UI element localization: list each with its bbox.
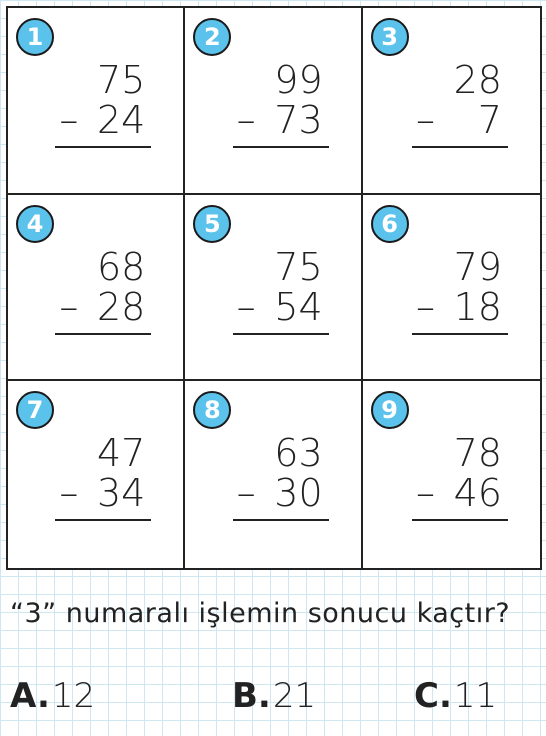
- minus-sign: –: [59, 98, 79, 142]
- number-badge: 9: [371, 391, 409, 429]
- answer-option-a[interactable]: [10, 676, 95, 716]
- number-badge: 2: [193, 18, 231, 56]
- subtrahend: 30: [274, 471, 323, 516]
- number-badge: 8: [193, 391, 231, 429]
- answer-value: 21: [272, 676, 317, 716]
- minus-sign: –: [415, 471, 435, 516]
- minuend: 63: [274, 431, 323, 476]
- problem-cell-1: [8, 8, 185, 195]
- result-line: [412, 146, 508, 148]
- problem-cell-6: [363, 195, 540, 382]
- result-line: [233, 146, 329, 148]
- subtrahend: 46: [453, 471, 502, 516]
- problem-cell-5: [185, 195, 362, 382]
- number-badge: 5: [193, 205, 231, 243]
- number-badge: 3: [371, 18, 409, 56]
- number-badge: 1: [16, 18, 54, 56]
- answer-option-c[interactable]: [414, 676, 497, 716]
- result-line: [55, 333, 151, 335]
- subtrahend: 28: [96, 284, 146, 329]
- subtrahend: 18: [453, 284, 502, 329]
- subtrahend: 7: [477, 98, 502, 142]
- minuend: 78: [453, 431, 502, 476]
- answer-letter: B.: [232, 676, 271, 716]
- problem-cell-7: [8, 381, 185, 568]
- result-line: [233, 519, 329, 521]
- subtrahend: 24: [96, 98, 146, 142]
- answer-value: 11: [453, 676, 498, 716]
- problem-cell-3: [363, 8, 540, 195]
- minus-sign: –: [236, 284, 256, 329]
- minuend: 47: [96, 431, 146, 476]
- problem-grid: [6, 6, 542, 570]
- subtraction: [55, 60, 145, 140]
- problem-cell-2: [185, 8, 362, 195]
- subtrahend: 54: [274, 284, 323, 329]
- subtraction: [233, 244, 323, 329]
- subtraction: [233, 60, 323, 140]
- problem-cell-9: [363, 381, 540, 568]
- answer-value: 12: [51, 676, 96, 716]
- problem-cell-8: [185, 381, 362, 568]
- problem-cell-4: [8, 195, 185, 382]
- minus-sign: –: [59, 471, 79, 516]
- minuend: 75: [96, 58, 146, 102]
- minus-sign: –: [415, 284, 435, 329]
- result-line: [233, 333, 329, 335]
- minuend: 79: [453, 244, 502, 289]
- subtrahend: 34: [96, 471, 146, 516]
- minus-sign: –: [59, 284, 79, 329]
- minuend: 68: [96, 244, 146, 289]
- subtraction: [55, 431, 146, 516]
- answer-options: [0, 676, 546, 726]
- question-text: “3” numaralı işlemin sonucu kaçtır?: [10, 598, 511, 629]
- result-line: [55, 519, 151, 521]
- answer-option-b[interactable]: [232, 676, 316, 716]
- answer-letter: A.: [10, 676, 50, 716]
- minuend: 28: [453, 58, 502, 102]
- subtraction: [412, 244, 502, 329]
- minus-sign: –: [236, 471, 256, 516]
- result-line: [412, 519, 508, 521]
- answer-letter: C.: [414, 676, 452, 716]
- result-line: [412, 333, 508, 335]
- number-badge: 4: [16, 205, 54, 243]
- minuend: 99: [274, 58, 323, 102]
- subtraction: [412, 431, 502, 516]
- subtraction: [55, 244, 146, 329]
- minus-sign: –: [415, 98, 435, 142]
- number-badge: 7: [16, 391, 54, 429]
- subtrahend: 73: [274, 98, 323, 142]
- minus-sign: –: [236, 98, 256, 142]
- result-line: [55, 146, 151, 148]
- minuend: 75: [274, 244, 323, 289]
- subtraction: [412, 60, 502, 140]
- subtraction: [233, 431, 323, 516]
- number-badge: 6: [371, 205, 409, 243]
